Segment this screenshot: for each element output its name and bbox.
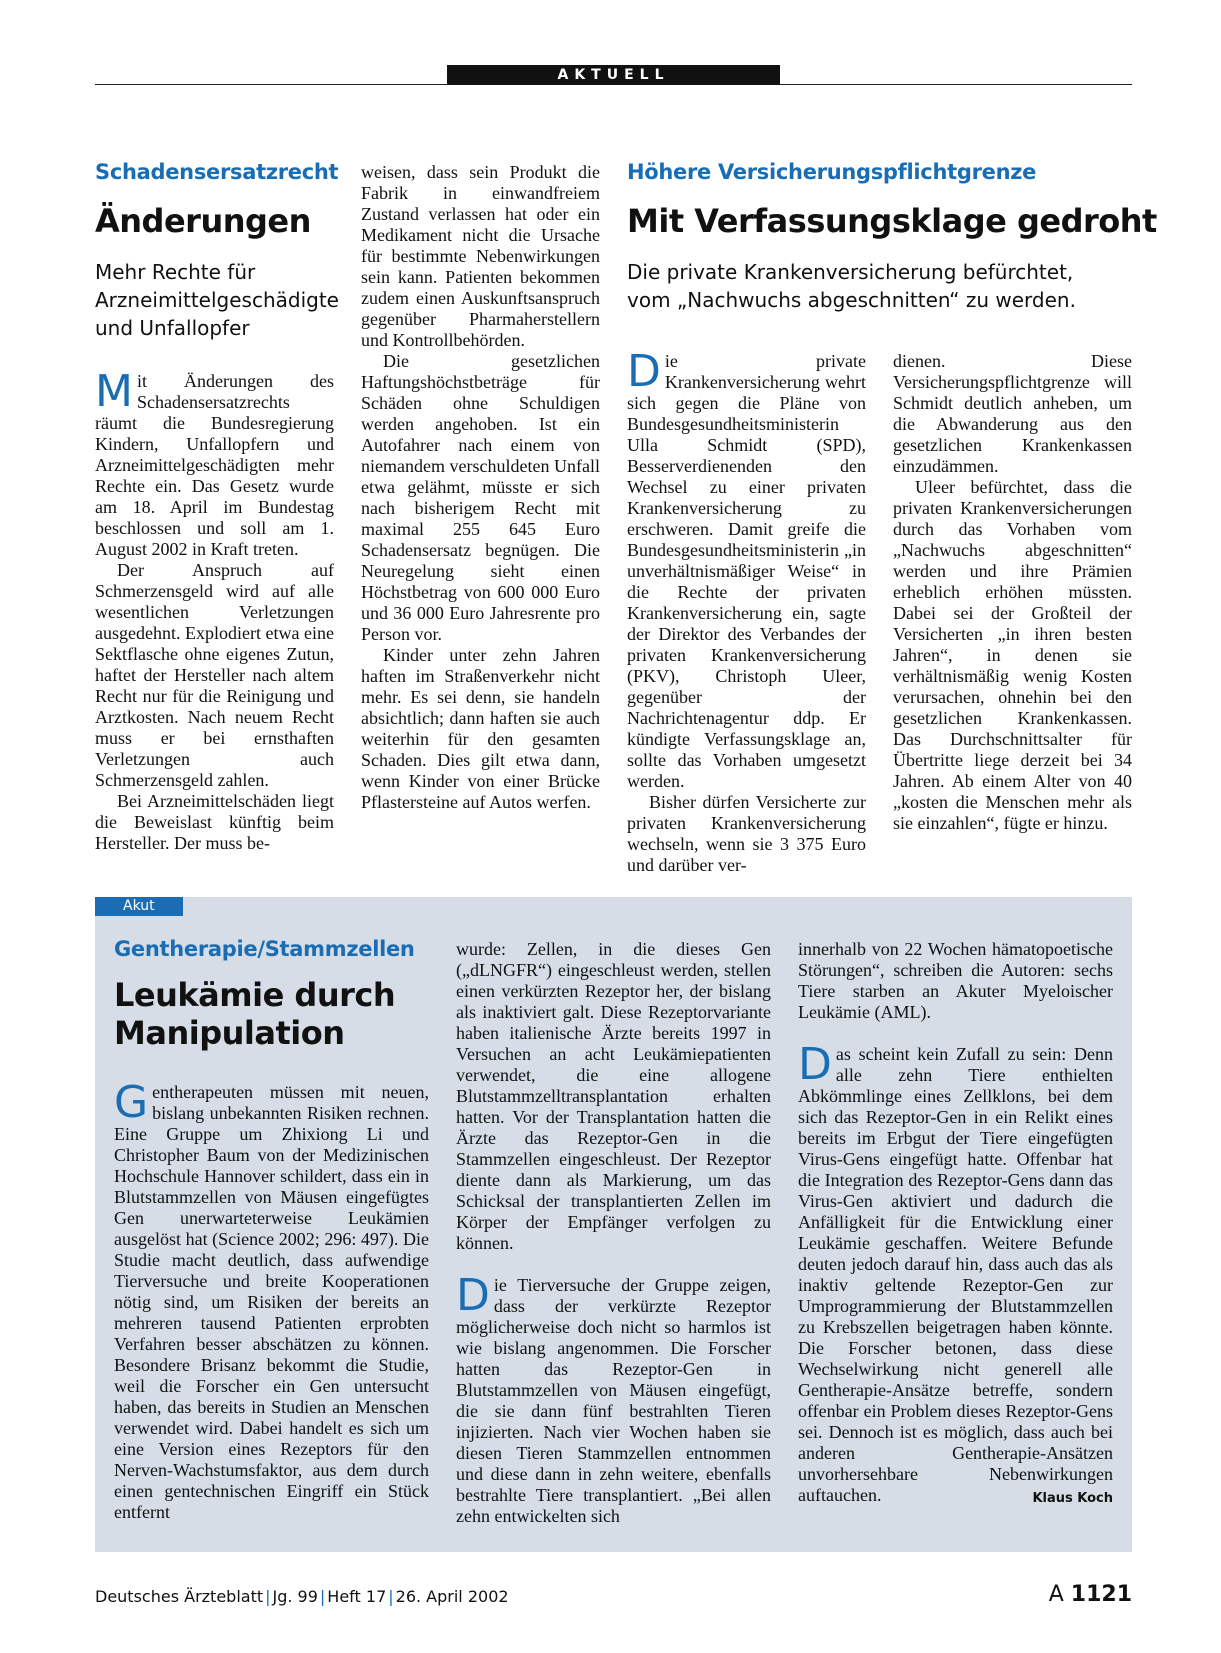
subhead-line: Arzneimittelgeschädigte [95,288,339,312]
drop-cap: D [456,1270,490,1321]
subhead-line: Mehr Rechte für [95,260,256,284]
article2-subhead [627,258,1076,314]
paragraph: innerhalb von 22 Wochen hämatopoetische Störungen“, schreiben die Autoren: sechs Tiere starben an Akuter Myeloischer Leukämie (AML). [798,939,1113,1022]
separator: | [388,1587,394,1606]
page-number [1049,1582,1132,1607]
section-label: AKTUELL [447,65,780,85]
separator: | [319,1587,326,1606]
article2-headline: Mit Verfassungsklage gedroht [627,202,1157,240]
article2-column-1 [627,346,866,876]
article1-headline: Änderungen [95,202,311,240]
article3-column-1 [114,1077,429,1523]
article3-headline [114,976,395,1052]
paragraph: Bisher dürfen Versicherte zur privaten Krankenversicherung wechseln, wenn sie 3 375 Euro und darüber ver- [627,792,866,875]
paragraph: ie private Krankenversicherung wehrt sich gegen die Pläne von Bundesgesundheitsministerin Ulla Schmidt (SPD), Besserverdienenden den Wechsel zu einer privaten Krankenversicherung zu erschweren. Damit greife die Bundesgesundheitsministerin „in unverhältnismäßiger Weise“ in die Rechte der privaten Krankenversicherung ein, sagte der Direktor des Verbandes der privaten Krankenversicherung (PKV), Christoph Uleer, gegenüber der Nachrichtenagentur ddp. Er kündigte Verfassungsklage an, sollte das Vorhaben umgesetzt werden. [627,351,866,791]
article1-column-2 [361,162,600,813]
paragraph: Bei Arzneimittelschäden liegt die Beweislast künftig beim Hersteller. Der muss be- [95,791,334,853]
article1-kicker: Schadensersatzrecht [95,160,339,184]
paragraph: as scheint kein Zufall zu sein: Denn alle zehn Tiere enthielten Abkömmlinge eines Zellklons, bei dem sich das Rezeptor-Gen in ein Relikt eines bereits im Erbgut der Tiere eingefügten Virus-Gens eingefügt hatte. Offenbar hat die Integration des Rezeptor-Gens dann das Virus-Gen aktiviert und dadurch die Anfälligkeit für die Entwicklung einer Leukämie geschaffen. Weitere Befunde deuten jedoch darauf hin, dass auch das als inaktiv geltende Rezeptor-Gen zur Umprogrammierung der Blutstammzellen zu Krebszellen beigetragen haben könnte. Die Forscher betonen, dass diese Wechselwirkung nicht generell alle Gentherapie-Ansätze betreffe, sondern offenbar ein Problem dieses Rezeptor-Gens sei. Dennoch ist es möglich, dass auch bei anderen Gentherapie-Ansätzen unvorhersehbare Nebenwirkungen auftauchen. [798,1044,1113,1505]
paragraph: Kinder unter zehn Jahren haften im Straßenverkehr nicht mehr. Es sei denn, sie handeln absichtlich; dann haften sie auch weiterhin für den gesamten Schaden. Dies gilt etwa dann, wenn Kinder von einer Brücke Pflastersteine auf Autos werfen. [361,645,600,812]
paragraph: weisen, dass sein Produkt die Fabrik in einwandfreiem Zustand verlassen hat oder ein Medikament nicht die Ursache für bestimmte Nebenwirkungen sein kann. Patienten bekommen zudem einen Auskunftsanspruch gegenüber Pharmaherstellern und Kontrollbehörden. [361,162,600,350]
page-number-value: 1121 [1070,1582,1132,1607]
issue: Heft 17 [327,1587,387,1606]
article3-column-2 [456,939,771,1527]
drop-cap: M [95,366,133,417]
paragraph: dienen. Diese Versicherungspflichtgrenze will Schmidt deutlich anheben, um die Abwanderung aus den gesetzlichen Krankenkassen einzudämmen. [893,351,1132,476]
journal-name: Deutsches Ärzteblatt [95,1587,264,1606]
article1-subhead [95,258,339,342]
paragraph: it Änderungen des Schadensersatzrechts räumt die Bundesregierung Kindern, Unfallopfern und Arzneimittelgeschädigten mehr Rechte ein. Das Gesetz wurde am 18. April im Bundestag beschlossen und soll am 1. August 2002 in Kraft treten. [95,371,334,559]
volume: Jg. 99 [272,1587,318,1606]
drop-cap: G [114,1077,149,1128]
author-byline: Klaus Koch [1032,1491,1113,1506]
separator: | [265,1587,271,1606]
paragraph: Der Anspruch auf Schmerzensgeld wird auf alle wesentlichen Verletzungen ausgedehnt. Explodiert etwa eine Sektflasche ohne eigenes Zutun, haftet der Hersteller nach altem Recht nur für die Reinigung und Arztkosten. Nach neuem Recht muss er bei ernsthaften Verletzungen auch Schmerzensgeld zahlen. [95,560,334,790]
paragraph: Uleer befürchtet, dass die privaten Krankenversicherungen durch das Vorhaben vom „Nachwuchs abgeschnitten“ werden und ihre Prämien erheblich erhöhen müssten. Dabei sei der Großteil der Versicherten „in ihren besten Jahren“, in denen sie verhältnismäßig wenig Kosten verursachen, ohnehin bei den gesetzlichen Krankenkassen. Das Durchschnittsalter für Übertritte liege derzeit bei 34 Jahren. Ab einem Alter von 40 „kosten die Menschen mehr als sie einzahlen“, fügte er hinzu. [893,477,1132,833]
drop-cap: D [627,346,661,397]
article1-column-1 [95,366,334,854]
article2-kicker: Höhere Versicherungspflichtgrenze [627,160,1037,184]
footer-citation [95,1587,509,1606]
article2-column-2 [893,351,1132,834]
paragraph: ie Tierversuche der Gruppe zeigen, dass der verkürzte Rezeptor möglicherweise doch nicht so harmlos ist wie bislang angenommen. Die Forscher hatten das Rezeptor-Gen in Blutstammzellen von Mäusen eingefügt, die sie dann fünf bestrahlten Tieren injizierten. Nach vier Wochen haben sie diesen Tieren Stammzellen entnommen und diese dann in zehn weitere, ebenfalls bestrahlte Tiere transplantiert. „Bei allen zehn entwickelten sich [456,1275,771,1526]
akut-tag: Akut [95,897,183,916]
subhead-line: Die private Krankenversicherung befürchtet, [627,260,1074,284]
paragraph: Die gesetzlichen Haftungshöchstbeträge für Schäden ohne Schuldigen werden angehoben. Ist ein Autofahrer nach einem von niemandem verschuldeten Unfall etwa gelähmt, müsste er sich nach bisherigem Recht mit maximal 255 645 Euro Schadensersatz begnügen. Die Neuregelung sieht einen Höchstbetrag von 600 000 Euro und 36 000 Euro Jahresrente pro Person vor. [361,351,600,644]
headline-line: Leukämie durch [114,976,396,1014]
page-prefix: A [1048,1582,1064,1607]
paragraph: wurde: Zellen, in die dieses Gen („dLNGFR“) eingeschleust werden, stellen einen verkürzten Rezeptor her, der bislang als inaktiviert galt. Diese Rezeptorvariante haben italienische Ärzte bereits 1997 in Versuchen an acht Leukämiepatienten verwendet, die eine allogene Blutstammzelltransplantation erhalten hatten. Vor der Transplantation hatten die Ärzte das Rezeptor-Gen in die Stammzellen eingeschleust. Der Rezeptor diente dann als Markierung, um das Schicksal der transplantierten Zellen im Körper der Empfänger verfolgen zu können. [456,939,771,1253]
headline-line: Manipulation [114,1014,345,1052]
date: 26. April 2002 [395,1587,509,1606]
subhead-line: vom „Nachwuchs abgeschnitten“ zu werden. [627,288,1076,312]
drop-cap: D [798,1039,832,1090]
article3-column-3 [798,939,1113,1509]
subhead-line: und Unfallopfer [95,316,250,340]
article3-kicker: Gentherapie/Stammzellen [114,937,415,961]
paragraph: entherapeuten müssen mit neuen, bislang unbekannten Risiken rechnen. Eine Gruppe um Zhixiong Li und Christopher Baum von der Medizinischen Hochschule Hannover schildert, dass ein in Blutstammzellen von Mäusen eingefügtes Gen unerwarteterweise Leukämien ausgelöst hat (Science 2002; 296: 497). Die Studie macht deutlich, dass aufwendige Tierversuche und breite Kooperationen nötig sind, um Risiken der bereits an mehreren tausend Patienten erprobten Verfahren besser abschätzen zu können. Besondere Brisanz bekommt die Studie, weil die Forscher ein Gen untersucht haben, das bereits in Studien an Menschen verwendet wird. Dabei handelt es sich um eine Version eines Rezeptors für den Nerven-Wachstumsfaktor, aus dem durch einen gentechnischen Eingriff ein Stück entfernt [114,1082,429,1522]
